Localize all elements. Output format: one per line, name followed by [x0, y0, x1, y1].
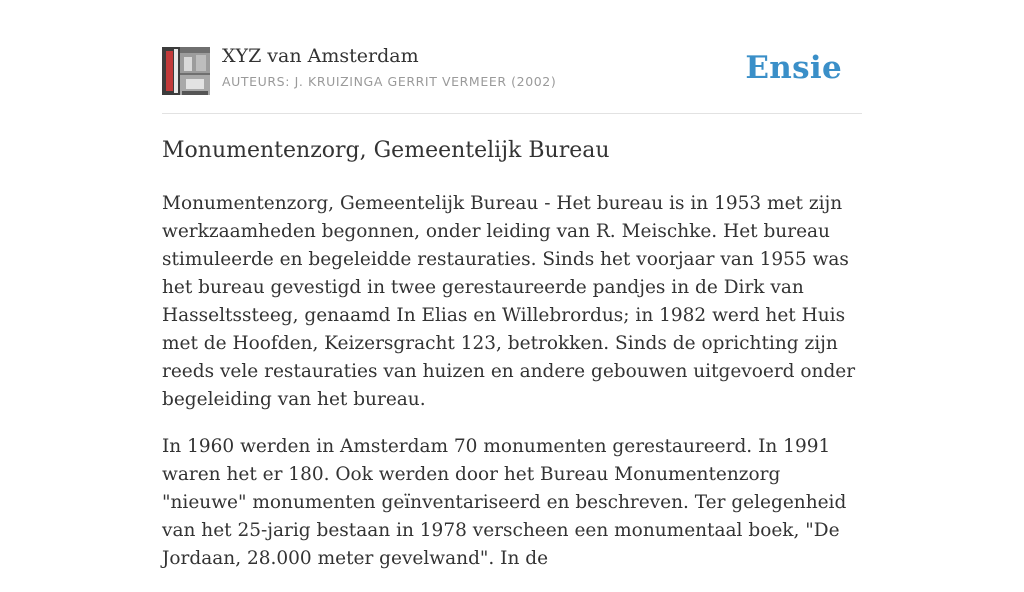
- article-body: [162, 190, 868, 592]
- source-header: [162, 0, 862, 114]
- brand-logo[interactable]: Ensie: [745, 50, 842, 86]
- article-paragraph: In 1960 werden in Amsterdam 70 monumenten gerestaureerd. In 1991 waren het er 180. Ook werden door het Bureau Monumentenzorg "nieuwe" monumenten geïnventariseerd en beschreven. Ter gelegenheid van het 25-jarig bestaan in 1978 verscheen een monumentaal boek, "De Jordaan, 28.000 meter gevelwand". In de: [162, 436, 847, 569]
- article-paragraph: Monumentenzorg, Gemeentelijk Bureau - Het bureau is in 1953 met zijn werkzaamheden begonnen, onder leiding van R. Meischke. Het bureau stimuleerde en begeleidde restauraties. Sinds het voorjaar van 1955 was het bureau gevestigd in twee gerestaureerde pandjes in de Dirk van Hasseltssteeg, genaamd In Elias en Willebrordus; in 1982 werd het Huis met de Hoofden, Keizersgracht 123, betrokken. Sinds de oprichting zijn reeds vele restauraties van huizen en andere gebouwen uitgevoerd onder begeleiding van het bureau.: [162, 193, 856, 410]
- page-container: [162, 0, 862, 569]
- source-authors: AUTEURS: J. KRUIZINGA GERRIT VERMEER (2002): [222, 74, 557, 89]
- article-title: Monumentenzorg, Gemeentelijk Bureau: [162, 138, 610, 163]
- source-title[interactable]: XYZ van Amsterdam: [222, 45, 419, 67]
- book-cover-image: [162, 47, 210, 95]
- book-cover-thumbnail-icon[interactable]: [162, 47, 210, 95]
